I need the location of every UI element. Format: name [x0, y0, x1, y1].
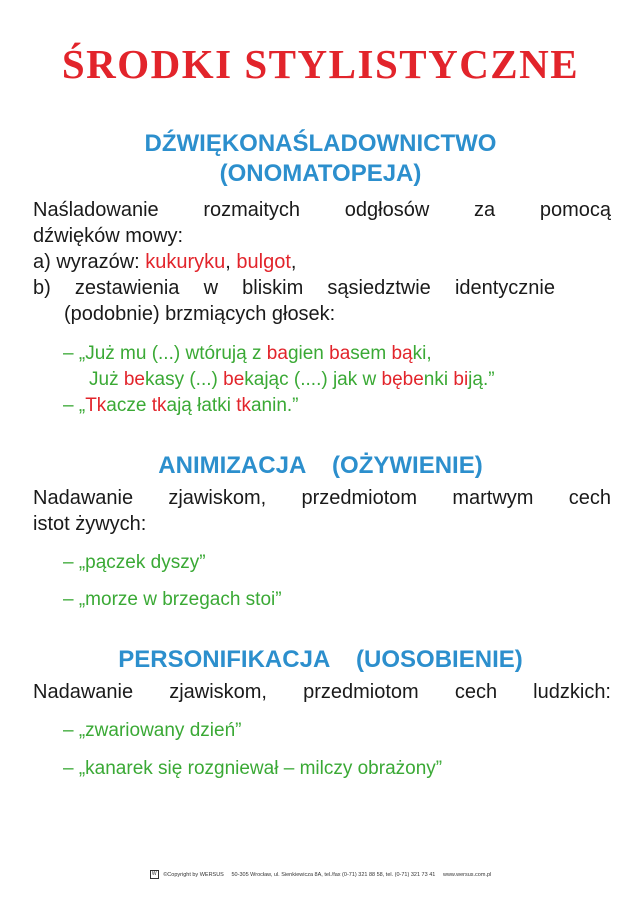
definition-line-1: Nadawanie zjawiskom, przedmiotom martwym cech — [33, 487, 611, 509]
quote-dash: – „ — [63, 395, 86, 416]
example-quote: – „morze w brzegach stoi” — [63, 589, 282, 610]
example-quote: – „pączek dyszy” — [63, 552, 206, 573]
quote-text: kając (....) jak w — [244, 369, 382, 390]
list-item-a-prefix: a) wyrazów: — [33, 251, 146, 273]
quote-highlight: ba — [266, 343, 288, 364]
quote-highlight: tk — [236, 395, 251, 416]
quote-highlight: bębe — [381, 369, 424, 390]
quote-highlight: be — [123, 369, 145, 390]
definition-line-1: Nadawanie zjawiskom, przedmiotom cech ludzkich: — [33, 681, 611, 703]
publisher-logo-icon: W — [150, 870, 159, 879]
section-subheading-onomatopoeia: (ONOMATOPEJA) — [219, 160, 422, 187]
page-title: ŚRODKI STYLISTYCZNE — [61, 41, 580, 87]
quote-highlight: be — [223, 369, 245, 390]
list-item-b-line-1: b) zestawienia w bliskim sąsiedztwie identycznie — [33, 277, 555, 299]
quote-text: ają łatki — [166, 395, 237, 416]
quote-dash: – „ — [63, 343, 86, 364]
list-item-a — [33, 249, 296, 276]
quote-text: anin.” — [250, 395, 299, 416]
quote-highlight: bą — [391, 343, 413, 364]
separator: , — [225, 251, 237, 273]
quote-text: ki, — [412, 343, 432, 364]
section-heading-animization: ANIMIZACJA (OŻYWIENIE) — [158, 452, 483, 479]
quote-text: ją.” — [468, 369, 495, 390]
section-heading-onomatopoeia: DŹWIĘKONAŚLADOWNICTWO — [144, 130, 497, 157]
section-heading-personification: PERSONIFIKACJA (UOSOBIENIE) — [118, 646, 523, 673]
example-quote: – „zwariowany dzień” — [63, 720, 242, 741]
quote-text: Już — [89, 369, 124, 390]
quote-text: acze — [106, 395, 152, 416]
quote-highlight: ba — [329, 343, 351, 364]
footer — [0, 870, 641, 879]
definition-line-2: dźwięków mowy: — [33, 225, 184, 247]
definition-line-1: Naśladowanie rozmaitych odgłosów za pomocą — [33, 199, 611, 221]
example-quote-1-line-2 — [89, 366, 495, 393]
separator: , — [290, 251, 297, 273]
quote-text: Już mu (...) wtórują z — [85, 343, 267, 364]
quote-text: kasy (...) — [145, 369, 224, 390]
quote-highlight: bi — [453, 369, 469, 390]
example-word-kukuryku: kukuryku — [145, 251, 226, 273]
address-text: 50-305 Wrocław, ul. Sienkiewicza 8A, tel./fax (0-71) 321 88 58, tel. (0-71) 321 73 41 — [231, 871, 436, 878]
definition-line-2: istot żywych: — [33, 513, 147, 535]
quote-text: sem — [350, 343, 392, 364]
quote-text: gien — [287, 343, 330, 364]
example-quote-1-line-1 — [63, 340, 432, 367]
example-word-bulgot: bulgot — [236, 251, 291, 273]
example-quote: – „kanarek się rozgniewał – milczy obrażony” — [63, 758, 443, 779]
quote-highlight: Tk — [85, 395, 107, 416]
copyright-text: ©Copyright by WERSUS — [163, 871, 224, 878]
website-link[interactable]: www.wersus.com.pl — [442, 871, 492, 878]
quote-text: nki — [423, 369, 454, 390]
example-quote-2 — [63, 392, 299, 419]
list-item-b-line-2: (podobnie) brzmiących głosek: — [64, 303, 336, 325]
quote-highlight: tk — [151, 395, 167, 416]
